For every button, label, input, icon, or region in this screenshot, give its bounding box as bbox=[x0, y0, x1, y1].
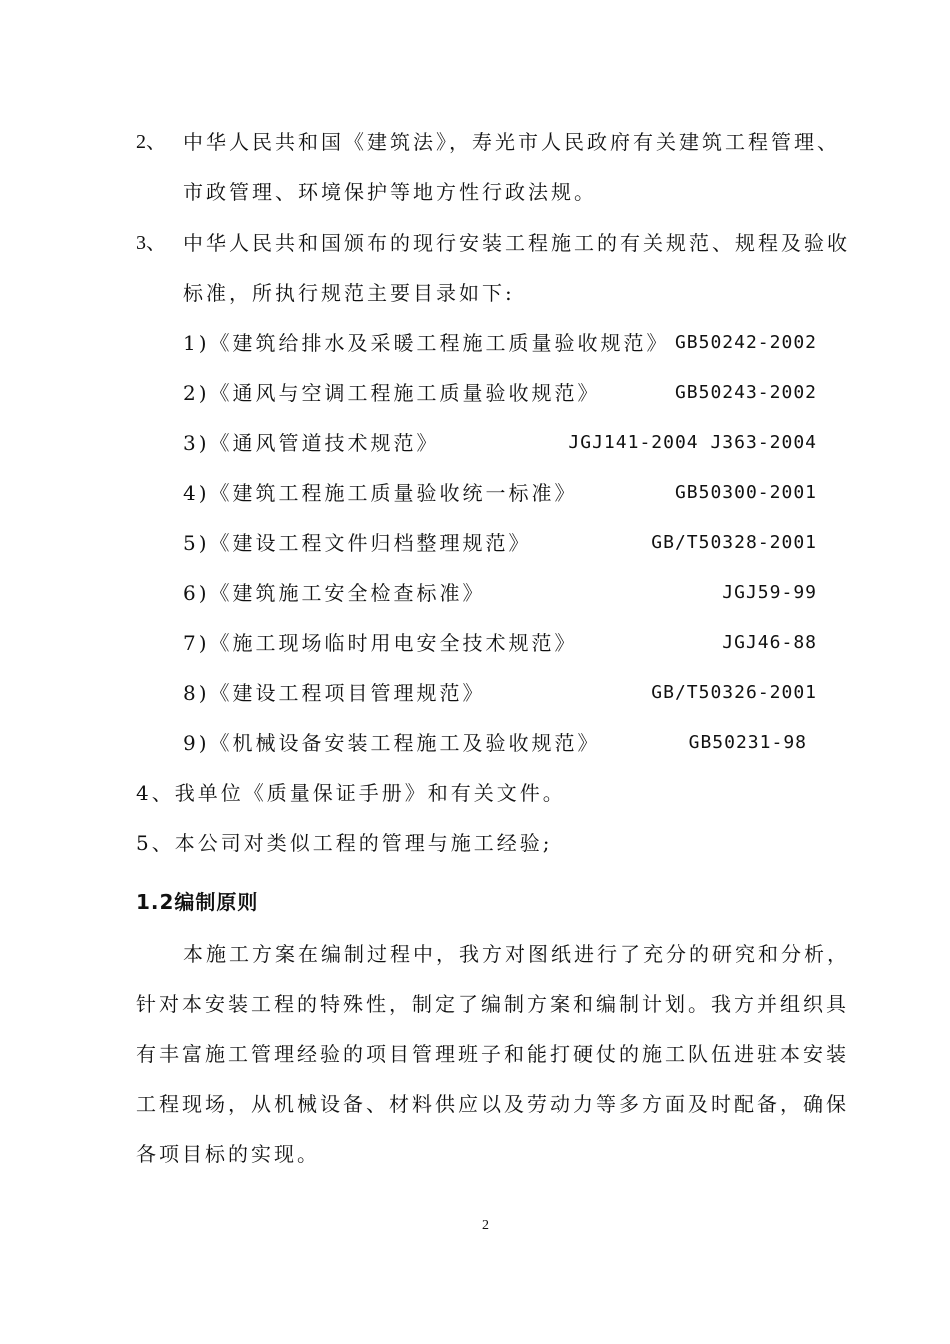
section-heading: 1.2编制原则 bbox=[136, 890, 259, 914]
standard-code: GB50242-2002 bbox=[674, 332, 817, 353]
paragraph-line: 有丰富施工管理经验的项目管理班子和能打硬仗的施工队伍进驻本安装 bbox=[136, 1042, 849, 1066]
standard-code: GB50300-2001 bbox=[674, 482, 817, 503]
standard-code: JGJ141-2004 J363-2004 bbox=[568, 432, 817, 453]
standard-title: 1)《建筑给排水及采暖工程施工质量验收规范》 bbox=[183, 331, 670, 355]
standard-code: GB50243-2002 bbox=[674, 382, 817, 403]
item-3-text-line2: 标准，所执行规范主要目录如下: bbox=[183, 281, 515, 305]
paragraph-line: 本施工方案在编制过程中，我方对图纸进行了充分的研究和分析， bbox=[183, 942, 850, 966]
standard-title: 2)《通风与空调工程施工质量验收规范》 bbox=[183, 381, 601, 405]
item-4-text: 4、我单位《质量保证手册》和有关文件。 bbox=[136, 781, 566, 805]
item-3-number: 3、 bbox=[136, 232, 166, 254]
paragraph-line: 各项目标的实现。 bbox=[136, 1142, 320, 1166]
standard-title: 3)《通风管道技术规范》 bbox=[183, 431, 440, 455]
paragraph-line: 针对本安装工程的特殊性，制定了编制方案和编制计划。我方并组织具 bbox=[136, 992, 849, 1016]
standard-title: 8)《建设工程项目管理规范》 bbox=[183, 681, 486, 705]
standard-title: 9)《机械设备安装工程施工及验收规范》 bbox=[183, 731, 601, 755]
standard-code: JGJ59-99 bbox=[722, 582, 817, 603]
standard-title: 4)《建筑工程施工质量验收统一标准》 bbox=[183, 481, 578, 505]
item-2-text-line1: 中华人民共和国《建筑法》，寿光市人民政府有关建筑工程管理、 bbox=[183, 130, 840, 154]
standard-title: 7)《施工现场临时用电安全技术规范》 bbox=[183, 631, 578, 655]
standard-code: GB/T50328-2001 bbox=[651, 532, 817, 553]
item-5-text: 5、本公司对类似工程的管理与施工经验; bbox=[136, 831, 553, 855]
standard-code: GB/T50326-2001 bbox=[651, 682, 817, 703]
paragraph-line: 工程现场，从机械设备、材料供应以及劳动力等多方面及时配备，确保 bbox=[136, 1092, 849, 1116]
standard-code: GB50231-98 bbox=[688, 732, 807, 753]
standard-title: 6)《建筑施工安全检查标准》 bbox=[183, 581, 486, 605]
item-2-number: 2、 bbox=[136, 131, 166, 153]
standard-title: 5)《建设工程文件归档整理规范》 bbox=[183, 531, 532, 555]
item-3-text-line1: 中华人民共和国颁布的现行安装工程施工的有关规范、规程及验收 bbox=[183, 231, 850, 255]
page-number: 2 bbox=[482, 1218, 489, 1233]
item-2-text-line2: 市政管理、环境保护等地方性行政法规。 bbox=[183, 180, 597, 204]
standard-code: JGJ46-88 bbox=[722, 632, 817, 653]
